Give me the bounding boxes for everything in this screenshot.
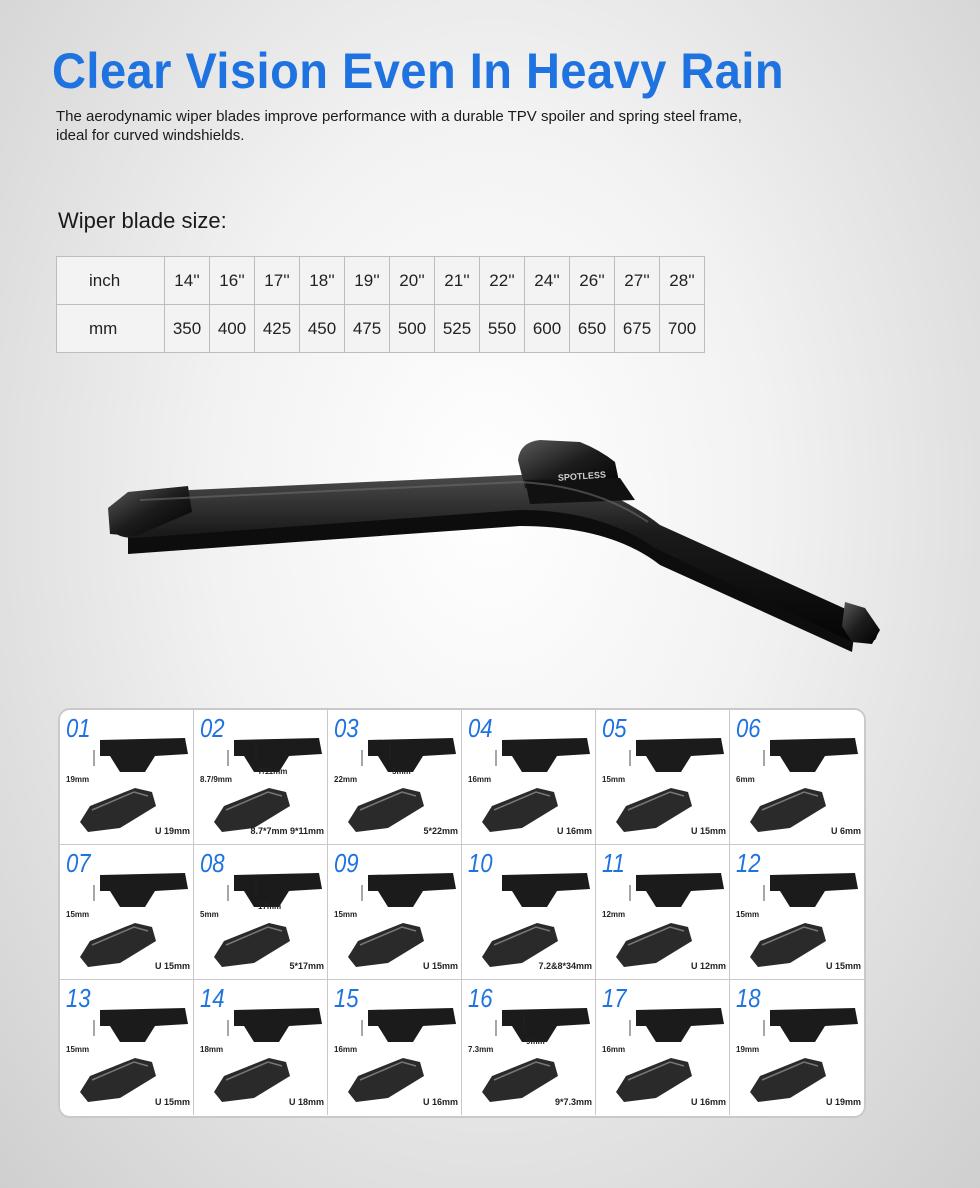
adapter-cell — [462, 980, 596, 1115]
adapter-cell — [60, 980, 194, 1115]
adapter-dimension: 5mm — [200, 910, 219, 919]
size-row-label: inch — [57, 257, 165, 305]
wiper-arm-shape — [100, 1008, 188, 1042]
adapter-number: 09 — [334, 848, 359, 878]
wiper-arm-shape — [636, 1008, 724, 1042]
adapter-cell — [462, 845, 596, 980]
wiper-arm-shape — [502, 1008, 590, 1042]
adapter-size-label: U 16mm — [690, 1097, 726, 1107]
adapter-number: 04 — [468, 713, 493, 743]
size-cell: 525 — [435, 305, 480, 353]
wiper-arm-shape — [770, 873, 858, 907]
size-cell: 450 — [300, 305, 345, 353]
adapter-dimension: 22mm — [334, 775, 358, 784]
adapter-cell — [596, 710, 730, 845]
wiper-blade-image — [100, 430, 890, 670]
adapter-size-label: U 15mm — [154, 961, 190, 971]
size-cell: 28'' — [660, 257, 705, 305]
wiper-arm-shape — [502, 873, 590, 907]
size-heading: Wiper blade size: — [58, 208, 227, 233]
adapter-number: 15 — [334, 983, 359, 1013]
wiper-arm-shape — [770, 1008, 858, 1042]
size-table — [56, 256, 705, 353]
adapter-number: 13 — [66, 983, 91, 1013]
adapter-number: 08 — [200, 848, 225, 878]
adapter-cell — [60, 845, 194, 980]
adapter-cell — [60, 710, 194, 845]
adapter-cell — [596, 845, 730, 980]
wiper-arm-shape — [636, 738, 724, 772]
size-row-label: mm — [57, 305, 165, 353]
adapter-number: 06 — [736, 713, 761, 743]
adapter-dimension: 15mm — [602, 775, 626, 784]
adapter-dimension: 5mm — [392, 767, 411, 776]
adapter-cell — [194, 710, 328, 845]
adapter-number: 11 — [602, 848, 625, 878]
wiper-arm-shape — [636, 873, 724, 907]
adapter-size-label: U 12mm — [690, 961, 726, 971]
adapter-number: 07 — [66, 848, 91, 878]
size-cell: 26'' — [570, 257, 615, 305]
adapter-size-label: 5*22mm — [423, 826, 458, 836]
wiper-arm-shape — [100, 738, 188, 772]
adapter-size-label: U 18mm — [288, 1097, 324, 1107]
size-cell: 700 — [660, 305, 705, 353]
adapter-cell — [328, 980, 462, 1115]
adapter-number: 01 — [66, 713, 91, 743]
adapter-dimension: 16mm — [602, 1045, 626, 1054]
adapter-dimension: 15mm — [66, 1045, 90, 1054]
adapter-dimension: 16mm — [468, 775, 492, 784]
adapter-number: 03 — [334, 713, 359, 743]
adapter-size-label: U 16mm — [422, 1097, 458, 1107]
size-cell: 350 — [165, 305, 210, 353]
size-cell: 675 — [615, 305, 660, 353]
adapter-number: 16 — [468, 983, 493, 1013]
adapter-catalog — [58, 708, 866, 1118]
size-cell: 24'' — [525, 257, 570, 305]
adapter-size-label: U 6mm — [830, 826, 861, 836]
size-cell: 650 — [570, 305, 615, 353]
adapter-number: 17 — [602, 983, 627, 1013]
page-subtitle: The aerodynamic wiper blades improve performance with a durable TPV spoiler and spring steel frame, ideal for curved windshields. — [56, 108, 742, 144]
adapter-cell — [730, 980, 864, 1115]
size-cell: 14'' — [165, 257, 210, 305]
adapter-dimension: 16mm — [334, 1045, 358, 1054]
adapter-size-label: 9*7.3mm — [554, 1097, 592, 1107]
adapter-dimension: 15mm — [736, 910, 760, 919]
wiper-arm-shape — [368, 873, 456, 907]
adapter-dimension: 6mm — [736, 775, 755, 784]
adapter-size-label: 8.7*7mm 9*11mm — [250, 826, 324, 836]
adapter-cell — [194, 845, 328, 980]
size-cell: 20'' — [390, 257, 435, 305]
wiper-arm-shape — [770, 738, 858, 772]
size-cell: 550 — [480, 305, 525, 353]
size-cell: 27'' — [615, 257, 660, 305]
size-row-mm — [57, 305, 705, 353]
adapter-size-label: 5*17mm — [289, 961, 324, 971]
wiper-arm-shape — [100, 873, 188, 907]
adapter-dimension: 7.3mm — [468, 1045, 494, 1054]
adapter-dimension: 18mm — [200, 1045, 224, 1054]
adapter-size-label: U 15mm — [422, 961, 458, 971]
adapter-size-label: U 19mm — [154, 826, 190, 836]
size-cell: 22'' — [480, 257, 525, 305]
adapter-size-label: 7.2&8*34mm — [538, 961, 592, 971]
adapter-cell — [328, 845, 462, 980]
adapter-dimension: 17mm — [258, 902, 282, 911]
adapter-dimension: 7/11mm — [258, 767, 288, 776]
adapter-number: 02 — [200, 713, 225, 743]
wiper-arm-shape — [502, 738, 590, 772]
adapter-cell — [730, 710, 864, 845]
wiper-arm-shape — [234, 1008, 322, 1042]
size-cell: 475 — [345, 305, 390, 353]
brand-logo: SPOTLESS — [557, 469, 607, 483]
adapter-size-label: U 16mm — [556, 826, 592, 836]
size-row-inch — [57, 257, 705, 305]
adapter-cell — [462, 710, 596, 845]
adapter-cell — [328, 710, 462, 845]
adapter-number: 05 — [602, 713, 627, 743]
adapter-cell — [730, 845, 864, 980]
size-cell: 19'' — [345, 257, 390, 305]
size-cell: 600 — [525, 305, 570, 353]
adapter-dimension: 15mm — [334, 910, 358, 919]
adapter-dimension: 19mm — [66, 775, 90, 784]
adapter-number: 12 — [736, 848, 761, 878]
adapter-size-label: U 15mm — [825, 961, 861, 971]
size-cell: 18'' — [300, 257, 345, 305]
wiper-arm-shape — [368, 738, 456, 772]
size-cell: 17'' — [255, 257, 300, 305]
adapter-grid — [60, 710, 864, 1116]
wiper-arm-shape — [368, 1008, 456, 1042]
adapter-size-label: U 15mm — [154, 1097, 190, 1107]
adapter-cell — [194, 980, 328, 1115]
adapter-size-label: U 19mm — [825, 1097, 861, 1107]
size-cell: 16'' — [210, 257, 255, 305]
adapter-dimension: 12mm — [602, 910, 626, 919]
adapter-number: 10 — [468, 848, 493, 878]
adapter-cell — [596, 980, 730, 1115]
adapter-dimension: 8.7/9mm — [200, 775, 233, 784]
adapter-size-label: U 15mm — [690, 826, 726, 836]
adapter-dimension: 9mm — [526, 1037, 545, 1046]
size-cell: 400 — [210, 305, 255, 353]
page-title: Clear Vision Even In Heavy Rain — [52, 43, 785, 99]
size-cell: 425 — [255, 305, 300, 353]
size-cell: 21'' — [435, 257, 480, 305]
adapter-number: 14 — [200, 983, 225, 1013]
size-cell: 500 — [390, 305, 435, 353]
adapter-dimension: 15mm — [66, 910, 90, 919]
adapter-dimension: 19mm — [736, 1045, 760, 1054]
adapter-number: 18 — [736, 983, 761, 1013]
